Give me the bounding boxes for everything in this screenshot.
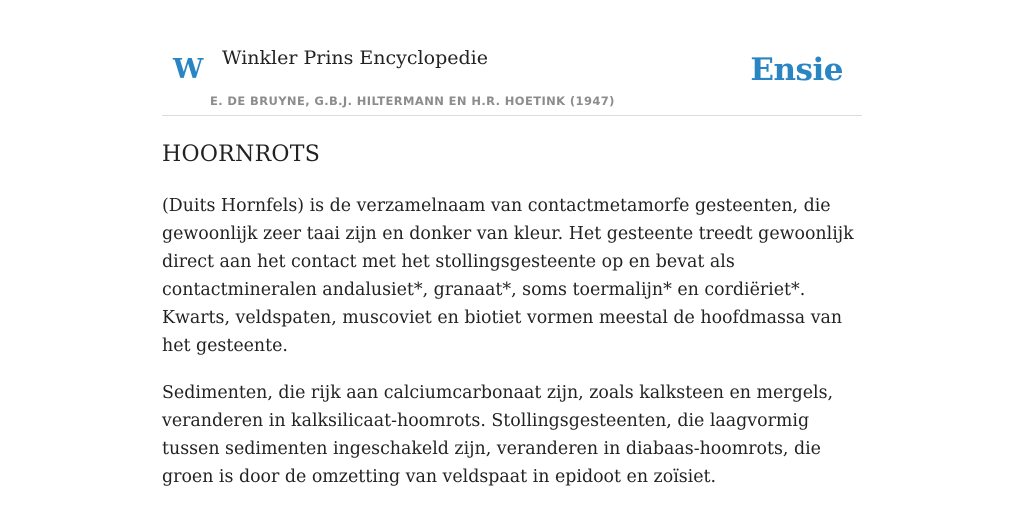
encyclopedia-authors: E. DE BRUYNE, G.B.J. HILTERMANN EN H.R. HOETINK (1947) — [210, 94, 615, 108]
article-headword: HOORNROTS — [162, 142, 321, 167]
page — [162, 0, 862, 487]
site-header — [162, 0, 862, 116]
winkler-prins-logo-icon[interactable]: W — [173, 54, 204, 85]
article-paragraph: Sedimenten, die rijk aan calciumcarbonaat zijn, zoals kalksteen en mergels, veranderen in kalksilicaat-hoomrots. Stollingsgesteenten, die laagvormig tussen sedimenten ingeschakeld zijn, veranderen in diabaas-hoomrots, die groen is door de omzetting van veldspaat in epidoot en zoïsiet. — [162, 383, 834, 487]
ensie-logo[interactable]: Ensie — [750, 52, 843, 88]
article-body — [162, 192, 866, 510]
article-paragraph: (Duits Hornfels) is de verzamelnaam van contactmetamorfe gesteenten, die gewoonlijk zeer taai zijn en donker van kleur. Het gesteente treedt gewoonlijk direct aan het contact met het stollingsgesteente op en bevat als contactmineralen andalusiet*, granaat*, soms toermalijn* en cordiëriet*. Kwarts, veldspaten, muscoviet en biotiet vormen meestal de hoofdmassa van het gesteente. — [162, 196, 854, 356]
encyclopedia-title[interactable]: Winkler Prins Encyclopedie — [222, 47, 488, 69]
